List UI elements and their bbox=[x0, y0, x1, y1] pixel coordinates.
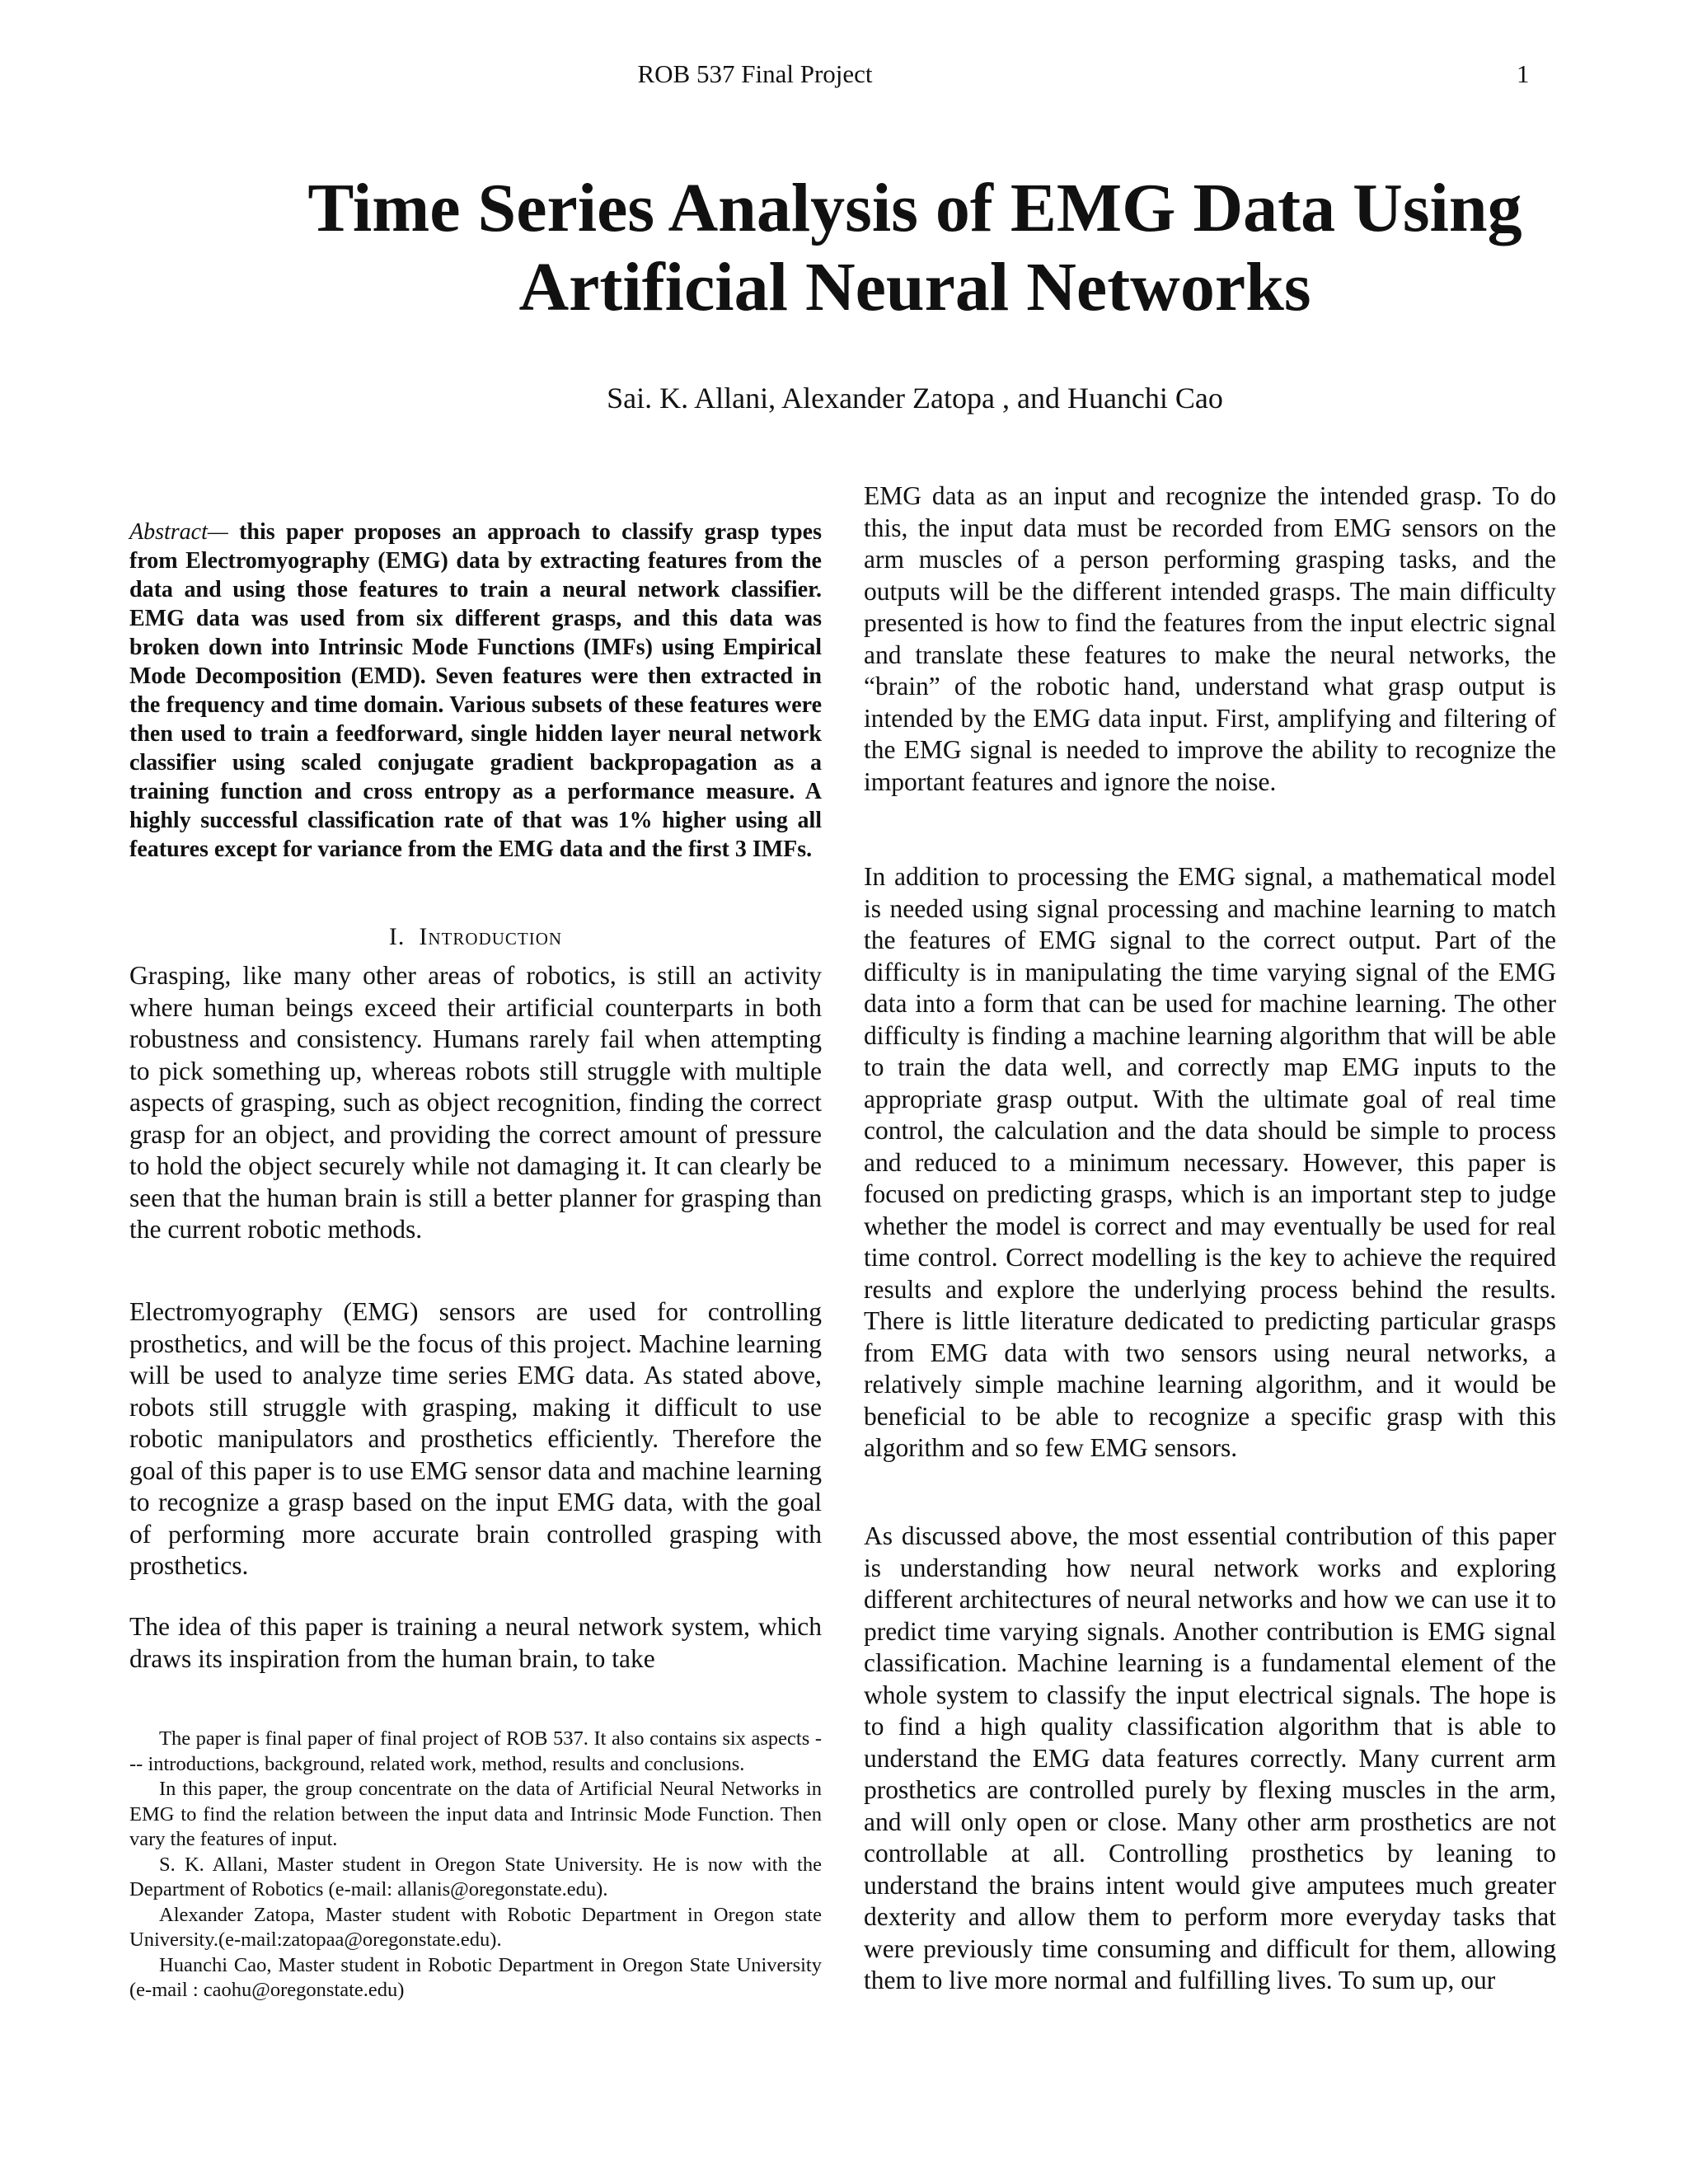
right-paragraph-3: As discussed above, the most essential contribution of this paper is understanding how neural network works and exploring different architectures of neural networks and how we can use it to predict time varying signals. Another contribution is EMG signal classification. Machine learning is a fundamental element of the whole system to classify the input electrical signals. The hope is to find a high quality classification algorithm that is able to understand the EMG data features correctly. Many current arm prosthetics are controlled purely by flexing muscles in the arm, and will only open or close. Many other arm prosthetics are not controllable at all. Controlling prosthetics by leaning to understand the brains intent would give amputees much greater dexterity and allow them to perform more everyday tasks that were previously time consuming and difficult for them, allowing them to live more normal and fulfilling lives. To sum up, our bbox=[864, 1521, 1556, 1994]
intro-paragraph-2: Electromyography (EMG) sensors are used for controlling prosthetics, and will be the focus of this project. Machine learning will be used to analyze time series EMG data. As stated above, robots still struggle with grasping, making it difficult to use robotic manipulators and prosthetics efficiently. Therefore the goal of this paper is to use EMG sensor data and machine learning to recognize a grasp based on the input EMG data, with the goal of performing more accurate brain controlled grasping with prosthetics. bbox=[129, 1297, 822, 1580]
intro-paragraph-1: Grasping, like many other areas of robotics, is still an activity where human beings exceed their artificial counterparts in both robustness and consistency. Humans rarely fail when attempting to pick something up, whereas robots still struggle with multiple aspects of grasping, such as object recognition, finding the correct grasp for an object, and providing the correct amount of pressure to hold the object securely while not damaging it. It can clearly be seen that the human brain is still a better planner for grasping than the current robotic methods. bbox=[129, 961, 822, 1244]
paper-title-line-1: Time Series Analysis of EMG Data Using bbox=[307, 170, 1522, 246]
right-paragraph-1: EMG data as an input and recognize the intended grasp. To do this, the input data must be recorded from EMG sensors on the arm muscles of a person performing grasping tasks, and the outputs will be the different intended grasps. The main difficulty presented is how to find the features from the input electric signal and translate these features to make the neural networks, the “brain” of the robotic hand, understand what grasp output is intended by the EMG data input. First, amplifying and filtering of the EMG signal is needed to improve the ability to recognize the important features and ignore the noise. bbox=[864, 481, 1556, 796]
footnotes bbox=[129, 1727, 822, 2004]
intro-paragraph-3: The idea of this paper is training a neural network system, which draws its inspiration from the human brain, to take bbox=[129, 1612, 822, 1673]
running-title: ROB 537 Final Project bbox=[637, 59, 873, 88]
footnote: Alexander Zatopa, Master student with Robotic Department in Oregon state University.(e-mail:zatopaa@oregonstate.edu). bbox=[129, 1903, 822, 1951]
section-title: Introduction bbox=[419, 923, 563, 950]
paper-title bbox=[165, 169, 1665, 327]
section-number: I. bbox=[388, 923, 406, 950]
footnote: Huanchi Cao, Master student in Robotic Department in Oregon State University (e-mail : caohu@oregonstate.edu) bbox=[129, 1953, 822, 2001]
abstract-text: this paper proposes an approach to classify grasp types from Electromyography (EMG) data by extracting features from the data and using those features to train a neural network classifier. EMG data was used from six different grasps, and this data was broken down into Intrinsic Mode Functions (IMFs) using Empirical Mode Decomposition (EMD). Seven features were then extracted in the frequency and time domain. Various subsets of these features were then used to train a feedforward, single hidden layer neural network classifier using scaled conjugate gradient backpropagation as a training function and cross entropy as a performance measure. A highly successful classification rate of that was 1% higher using all features except for variance from the EMG data and the first 3 IMFs. bbox=[129, 519, 822, 862]
footnote: S. K. Allani, Master student in Oregon State University. He is now with the Department of Robotics (e-mail: allanis@oregonstate.edu). bbox=[129, 1853, 822, 1900]
running-header bbox=[0, 59, 1688, 92]
footnote: In this paper, the group concentrate on the data of Artificial Neural Networks in EMG to find the relation between the input data and Intrinsic Mode Function. Then vary the features of input. bbox=[129, 1778, 822, 1850]
abstract bbox=[129, 518, 822, 864]
abstract-label: Abstract— bbox=[129, 519, 228, 545]
paper-title-line-2: Artificial Neural Networks bbox=[518, 249, 1311, 326]
footnote: The paper is final paper of final project of ROB 537. It also contains six aspects --- introductions, background, related work, method, results and conclusions. bbox=[129, 1727, 822, 1775]
author-list: Sai. K. Allani, Alexander Zatopa , and Huanchi Cao bbox=[607, 382, 1223, 415]
page-number: 1 bbox=[1517, 59, 1530, 88]
section-heading-introduction bbox=[129, 923, 822, 951]
right-paragraph-2: In addition to processing the EMG signal, a mathematical model is needed using signal processing and machine learning to match the features of EMG signal to the correct output. Part of the difficulty is in manipulating the time varying signal of the EMG data into a form that can be used for machine learning. The other difficulty is finding a machine learning algorithm that will be able to train the data well, and correctly map EMG inputs to the appropriate grasp output. With the ultimate goal of real time control, the calculation and the data should be simple to process and reduced to a minimum necessary. However, this paper is focused on predicting grasps, which is an important step to judge whether the model is correct and may eventually be used for real time control. Correct modelling is the key to achieve the required results and explore the underlying process behind the results. There is little literature dedicated to predicting particular grasps from EMG data with two sensors using neural networks, a relatively simple machine learning algorithm, and it would be beneficial to be able to recognize a specific grasp with this algorithm and so few EMG sensors. bbox=[864, 862, 1556, 1462]
